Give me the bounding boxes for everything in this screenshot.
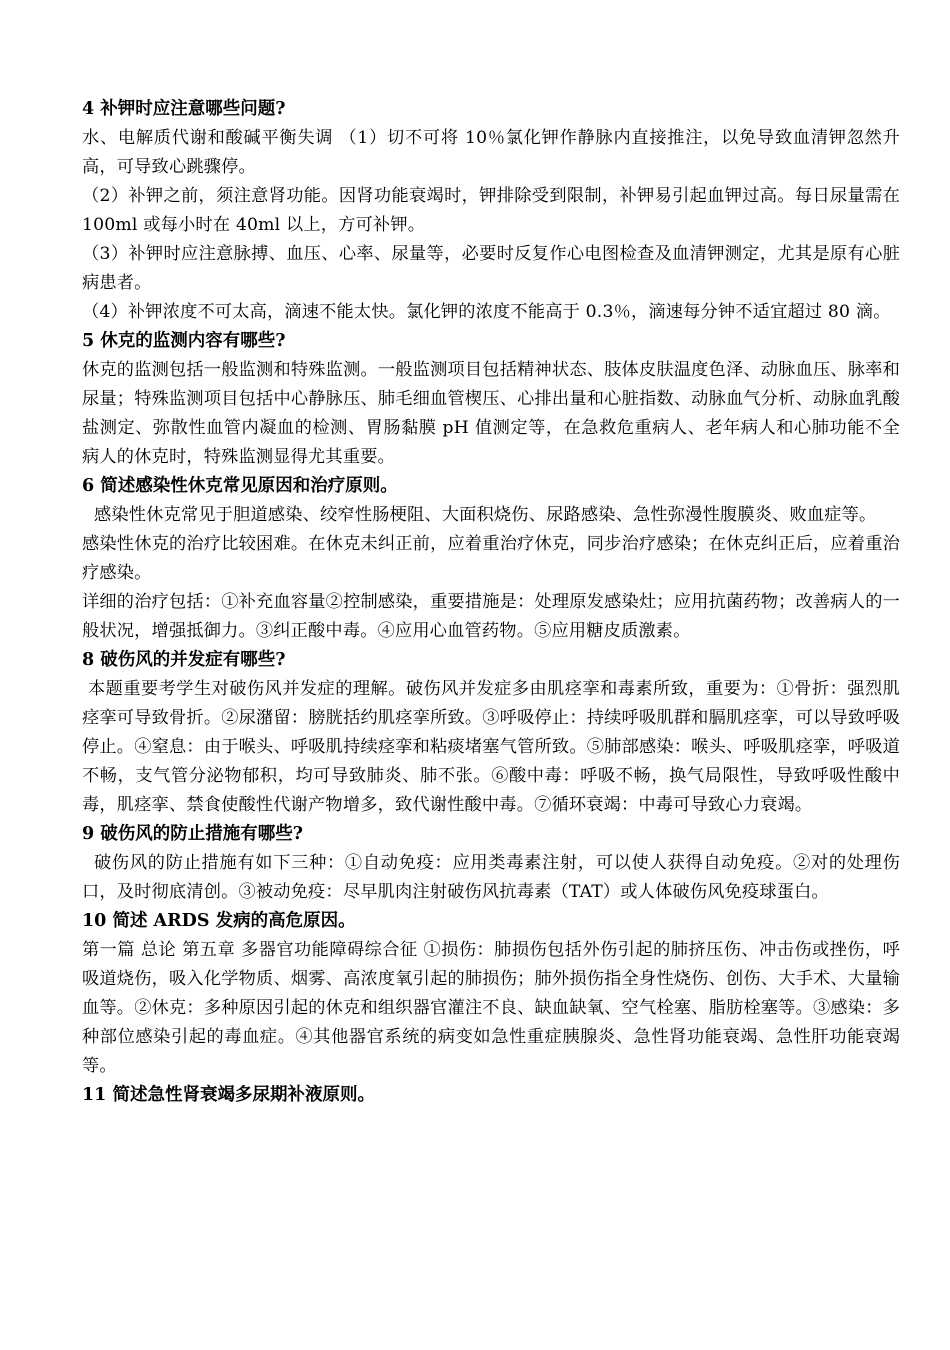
section-heading: 11 简述急性肾衰竭多尿期补液原则。 [82,1085,375,1105]
section-6 [82,472,900,646]
paragraph: （4）补钾浓度不可太高，滴速不能太快。氯化钾的浓度不能高于 0.3％，滴速每分钟不适宜超过 80 滴。 [82,302,891,322]
paragraph: 水、电解质代谢和酸碱平衡失调 （1）切不可将 10％氯化钾作静脉内直接推注，以免导致血清钾忽然升高，可导致心跳骤停。 [82,128,900,177]
section-10 [82,907,900,1081]
paragraph: 破伤风的防止措施有如下三种：①自动免疫：应用类毒素注射，可以使人获得自动免疫。②对的处理伤口，及时彻底清创。③被动免疫：尽早肌肉注射破伤风抗毒素（TAT）或人体破伤风免疫球蛋白。 [82,853,900,902]
paragraph: 感染性休克常见于胆道感染、绞窄性肠梗阻、大面积烧伤、尿路感染、急性弥漫性腹膜炎、败血症等。 [94,505,877,525]
section-4 [82,95,900,327]
paragraph: （2）补钾之前，须注意肾功能。因肾功能衰竭时，钾排除受到限制，补钾易引起血钾过高。每日尿量需在 100ml 或每小时在 40ml 以上，方可补钾。 [82,186,900,235]
section-5 [82,327,900,472]
section-heading: 9 破伤风的防止措施有哪些? [82,824,304,844]
section-heading: 4 补钾时应注意哪些问题? [82,99,286,119]
paragraph: 第一篇 总论 第五章 多器官功能障碍综合征 ①损伤：肺损伤包括外伤引起的肺挤压伤、冲击伤或挫伤，呼吸道烧伤，吸入化学物质、烟雾、高浓度氧引起的肺损伤；肺外损伤指全身性烧伤、创伤、大手术、大量输血等。②休克：多种原因引起的休克和组织器官灌注不良、缺血缺氧、空气栓塞、脂肪栓塞等。③感染：多种部位感染引起的毒血症。④其他器官系统的病变如急性重症胰腺炎、急性肾功能衰竭、急性肝功能衰竭等。 [82,940,900,1076]
section-heading: 10 简述 ARDS 发病的高危原因。 [82,911,356,931]
section-heading: 6 简述感染性休克常见原因和治疗原则。 [82,476,398,496]
paragraph: （3）补钾时应注意脉搏、血压、心率、尿量等，必要时反复作心电图检查及血清钾测定，尤其是原有心脏病患者。 [82,244,900,293]
section-heading: 5 休克的监测内容有哪些? [82,331,286,351]
paragraph: 本题重要考学生对破伤风并发症的理解。破伤风并发症多由肌痉挛和毒素所致，重要为：①骨折：强烈肌痉挛可导致骨折。②尿潴留：膀胱括约肌痉挛所致。③呼吸停止：持续呼吸肌群和膈肌痉挛，可以导致呼吸停止。④窒息：由于喉头、呼吸肌持续痉挛和粘痰堵塞气管所致。⑤肺部感染：喉头、呼吸肌痉挛，呼吸道不畅，支气管分泌物郁积，均可导致肺炎、肺不张。⑥酸中毒：呼吸不畅，换气局限性，导致呼吸性酸中毒，肌痉挛、禁食使酸性代谢产物增多，致代谢性酸中毒。⑦循环衰竭：中毒可导致心力衰竭。 [82,679,900,815]
paragraph: 详细的治疗包括：①补充血容量②控制感染，重要措施是：处理原发感染灶；应用抗菌药物；改善病人的一般状况，增强抵御力。③纠正酸中毒。④应用心血管药物。⑤应用糖皮质激素。 [82,592,900,641]
paragraph: 休克的监测包括一般监测和特殊监测。一般监测项目包括精神状态、肢体皮肤温度色泽、动脉血压、脉率和尿量；特殊监测项目包括中心静脉压、肺毛细血管楔压、心排出量和心脏指数、动脉血气分析、动脉血乳酸盐测定、弥散性血管内凝血的检测、胃肠黏膜 pH 值测定等，在急救危重病人、老年病人和心肺功能不全病人的休克时，特殊监测显得尤其重要。 [82,360,900,467]
document-page [82,95,900,1110]
section-8 [82,646,900,820]
section-9 [82,820,900,907]
paragraph: 感染性休克的治疗比较困难。在休克未纠正前，应着重治疗休克，同步治疗感染；在休克纠正后，应着重治疗感染。 [82,534,900,583]
section-heading: 8 破伤风的并发症有哪些? [82,650,286,670]
section-11 [82,1081,900,1110]
